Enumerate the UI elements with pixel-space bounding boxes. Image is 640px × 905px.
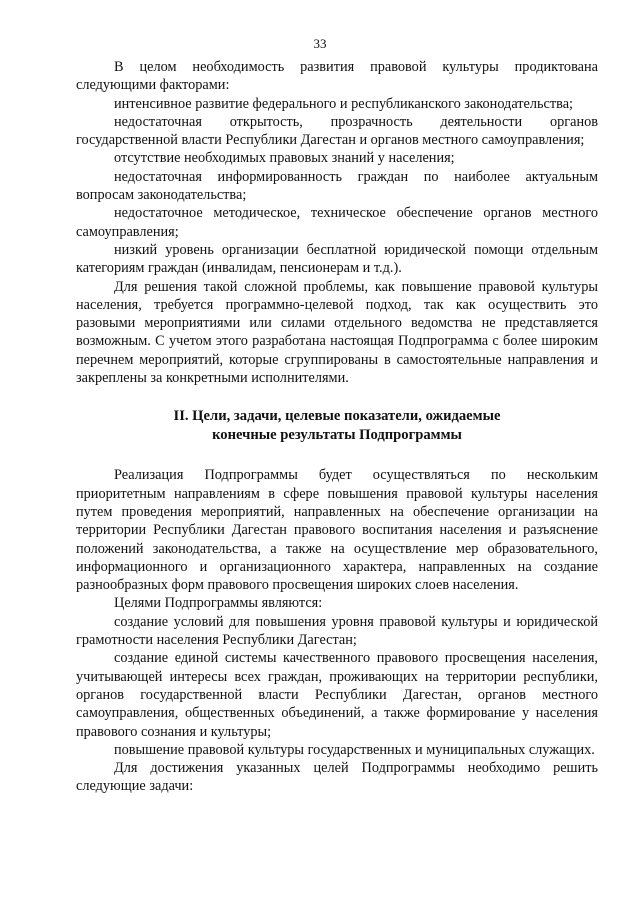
section-heading-line-2: конечные результаты Подпрограммы xyxy=(212,426,462,443)
paragraph-approach: Для решения такой сложной проблемы, как повышение правовой культуры населения, требуется программно-целевой подход, так как осуществить это разовыми мероприятиями или силами отдельного ведомства не представляется возможным. С учетом этого разработана настоящая Подпрограмма с более широким перечнем мероприятий, которые сгруппированы в самостоятельные направления и закреплены за конкретными исполнителями. xyxy=(76,278,598,387)
factor-item: низкий уровень организации бесплатной юридической помощи отдельным категориям граждан (инвалидам, пенсионерам и т.д.). xyxy=(76,241,598,277)
factor-item: недостаточная информированность граждан по наиболее актуальным вопросам законодательства; xyxy=(76,168,598,204)
factor-item: интенсивное развитие федерального и республиканского законодательства; xyxy=(114,95,574,112)
factor-item: недостаточная открытость, прозрачность деятельности органов государственной власти Республики Дагестан и органов местного самоуправления; xyxy=(76,113,598,149)
spacer xyxy=(76,387,598,407)
goal-item: повышение правовой культуры государственных и муниципальных служащих. xyxy=(114,741,595,758)
paragraph-implementation: Реализация Подпрограммы будет осуществляться по нескольким приоритетным направлениям в сфере повышения правовой культуры населения путем проведения мероприятий, направленных на обеспечение организации на территории Республики Дагестан правового воспитания населения и разъяснение положений законодательства, а также на осуществление мер образовательного, информационного и организационного характера, направленных на создание разнообразных форм правового просвещения широких слоев населения. xyxy=(76,467,598,594)
paragraph-intro: В целом необходимость развития правовой культуры продиктована следующими факторами: xyxy=(76,59,598,94)
page-body xyxy=(76,58,598,796)
spacer xyxy=(76,444,598,466)
paragraph-tasks-intro: Для достижения указанных целей Подпрограммы необходимо решить следующие задачи: xyxy=(76,760,598,795)
page-number: 33 xyxy=(313,36,327,51)
factor-item: отсутствие необходимых правовых знаний у населения; xyxy=(114,150,455,167)
goal-item: создание единой системы качественного правового просвещения населения, учитывающей интересы всех граждан, проживающих на территории республики, органов государственной власти Республики Дагестан, органов местного самоуправления, общественных объединений, а также формирование у населения правового сознания и культуры; xyxy=(76,650,598,740)
paragraph-goals-intro: Целями Подпрограммы являются: xyxy=(114,595,323,612)
factor-item: недостаточное методическое, техническое обеспечение органов местного самоуправления; xyxy=(76,205,598,240)
goal-item: создание условий для повышения уровня правовой культуры и юридической грамотности населения Республики Дагестан; xyxy=(76,613,598,649)
section-heading-line-1: II. Цели, задачи, целевые показатели, ожидаемые xyxy=(173,408,501,425)
